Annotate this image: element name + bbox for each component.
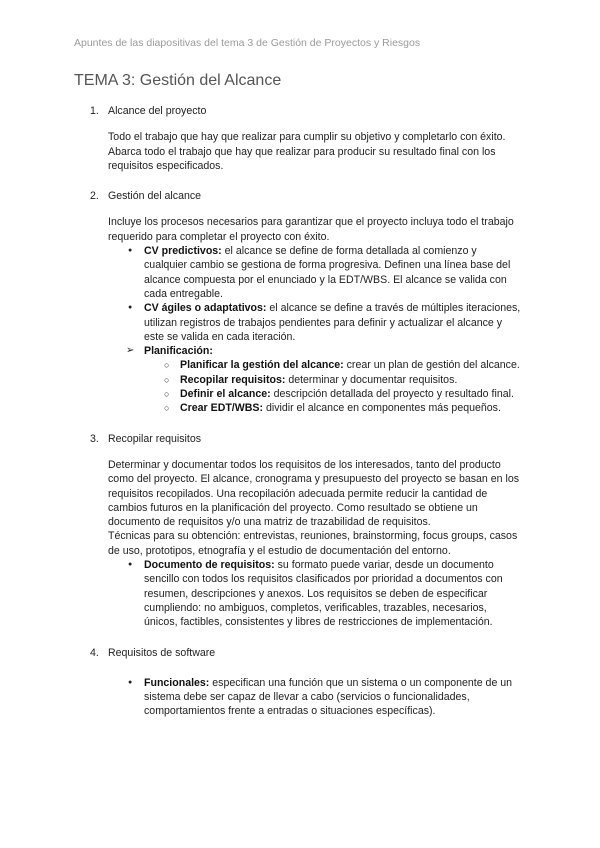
list-item-term: CV predictivos:	[144, 245, 222, 258]
list-item	[128, 558, 522, 629]
section-heading	[90, 104, 600, 118]
list-item-term: Planificar la gestión del alcance:	[180, 359, 344, 372]
circle-bullet-icon: ○	[164, 389, 170, 400]
list-item-term: Recopilar requisitos:	[180, 373, 286, 386]
bullet-icon: ●	[128, 247, 133, 255]
list-item-text: determinar y documentar requisitos.	[285, 373, 458, 386]
section-heading	[90, 189, 600, 203]
section-paragraph: Técnicas para su obtención: entrevistas, reuniones, brainstorming, focus groups, casos de uso, prototipos, etnografía y el estudio de documentación del entorno.	[108, 530, 518, 557]
list-item-text: su formato puede variar, desde un documento sencillo con todos los requisitos clasificados por prioridad a documentos con resumen, descripciones y anexos. Los requisitos se deben de especificar cumpliendo: no ambiguos, completos, verificables, trazables, necesarios, únicos, factibles, consistentes y libres de restricciones de implementación.	[144, 559, 503, 629]
list-item	[128, 301, 522, 344]
list-item-term: Funcionales:	[144, 676, 210, 689]
list-item	[128, 244, 522, 301]
section-title: Requisitos de software	[108, 646, 216, 659]
section-title: Recopilar requisitos	[108, 432, 202, 445]
section-number: 2.	[90, 190, 99, 203]
circle-bullet-icon: ○	[164, 360, 170, 371]
list-item	[128, 676, 522, 719]
section-number: 4.	[90, 646, 99, 659]
list-item-text: dividir el alcance en componentes más pequeños.	[263, 402, 501, 415]
list-item-text: especifican una función que un sistema o un componente de un sistema debe ser capaz de llevar a cabo (servicios o funcionalidades, comportamientos frente a entradas o situaciones específicas).	[144, 676, 513, 718]
section-title: Gestión del alcance	[108, 190, 202, 203]
list-item-term: CV ágiles o adaptativos:	[144, 302, 267, 315]
sub-list-item	[164, 401, 522, 415]
section-paragraph: Incluye los procesos necesarios para garantizar que el proyecto incluya todo el trabajo requerido para completar el proyecto con éxito.	[108, 216, 514, 243]
list-item-text: descripción detallada del proyecto y resultado final.	[270, 388, 514, 401]
document-body	[0, 104, 600, 719]
list-item-term: Documento de requisitos:	[144, 559, 275, 572]
list-item-term: Planificación:	[144, 345, 213, 358]
sub-list-item	[164, 373, 522, 387]
bullet-icon: ●	[128, 678, 133, 686]
section-heading	[90, 432, 600, 446]
circle-bullet-icon: ○	[164, 374, 170, 385]
arrow-bullet-icon: ➢	[126, 345, 135, 357]
section-paragraph: Determinar y documentar todos los requisitos de los interesados, tanto del producto como del proyecto. El alcance, cronograma y presupuesto del proyecto se basan en los requisitos recopilados. Una recopilación adecuada permite reducir la cantidad de cambios futuros en la planificación del proyecto. Como resultado se obtiene un documento de requisitos y/o una matriz de trazabilidad de requisitos.	[108, 458, 520, 529]
list-item-text: el alcance se define de forma detallada al comienzo y cualquier cambio se gestiona de forma progresiva. Definen una línea base del alcance compuesta por el enunciado y la EDT/WBS. El alcance se valida con cada entregable.	[144, 245, 511, 300]
section-title: Alcance del proyecto	[108, 105, 207, 117]
list-item-text: el alcance se define a través de múltiples iteraciones, utilizan registros de trabajos pendientes para definir y actualizar el alcance y este se valida en cada iteración.	[144, 302, 521, 343]
list-item-text: crear un plan de gestión del alcance.	[343, 359, 520, 372]
section-number: 1.	[90, 105, 99, 117]
bullet-icon: ●	[128, 561, 133, 569]
sub-list-item	[164, 358, 522, 372]
section-paragraph: Todo el trabajo que hay que realizar para cumplir su objetivo y completarlo con éxito. Abarca todo el trabajo que hay que realizar para producir su resultado final con los requisitos especificados.	[108, 131, 506, 172]
list-item-term: Definir el alcance:	[180, 388, 271, 401]
list-item	[126, 344, 522, 358]
section-number: 3.	[90, 432, 99, 445]
list-item-term: Crear EDT/WBS:	[180, 402, 263, 415]
sub-list-item	[164, 387, 522, 401]
page-header: Apuntes de las diapositivas del tema 3 de Gestión de Proyectos y Riesgos	[74, 37, 421, 49]
circle-bullet-icon: ○	[164, 403, 170, 414]
bullet-icon: ●	[128, 304, 133, 312]
page-title: TEMA 3: Gestión del Alcance	[74, 72, 282, 89]
section-heading	[90, 646, 600, 660]
